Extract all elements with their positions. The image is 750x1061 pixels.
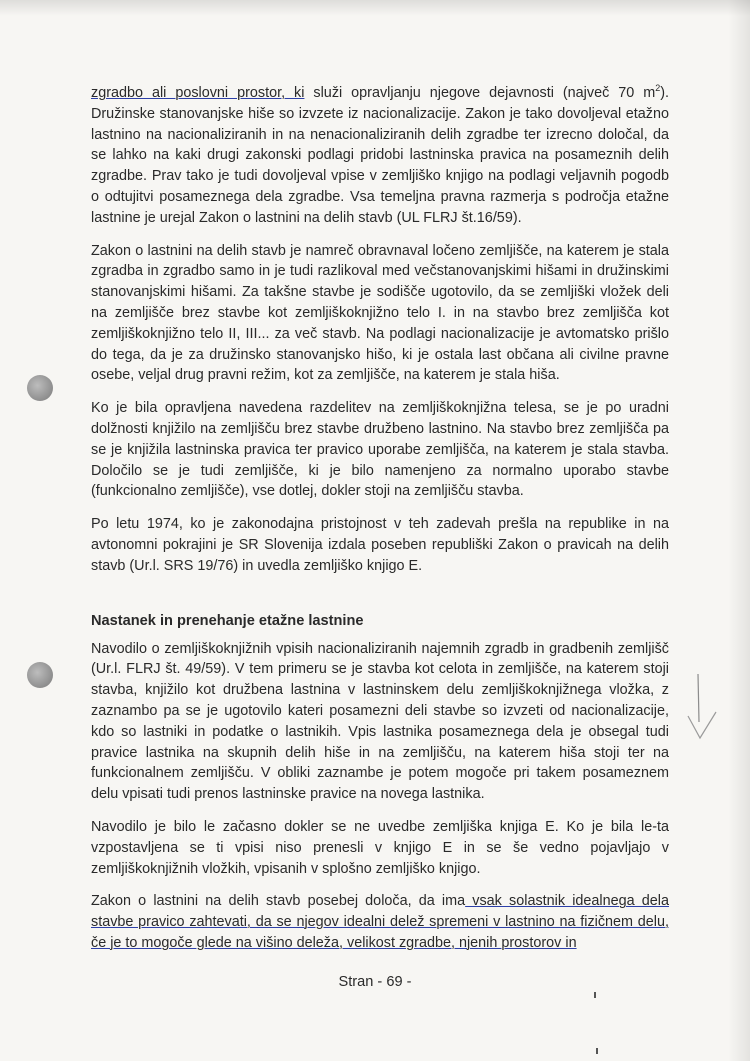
- scan-top-shadow: [0, 0, 750, 16]
- section-gap: [91, 589, 669, 611]
- scan-edge-shadow: [728, 0, 750, 1061]
- scan-mark: [596, 1048, 598, 1054]
- paragraph-3: Ko je bila opravljena navedena razdelitev na zemljiškoknjižna telesa, se je po uradni dolžnosti knjižilo na zemljišču brez stavbe družbeno lastnino. Na stavbo brez zemljišča pa se je knjižila lastninska pravica ter pravico uporabe zemljišča, na katerem je stala stavba. Določilo se je tudi zemljišče, ki je bilo namenjeno za normalno uporabo stavbe (funkcionalno zemljišče), vse dotlej, dokler stoji na zemljišču stavba.: [91, 400, 669, 500]
- underlined-passage: vsak solastnik idealnega dela stavbe pravico zahtevati, da se njegov idealni delež spremeni v lastnino na fizičnem delu, če je to mogoče glede na višino deleža, velikost zgradbe, njenih prostorov in: [91, 893, 669, 951]
- paragraph-1: zgradbo ali poslovni prostor, ki služi opravljanju njegove dejavnosti (največ 70 $m^2$). Družinske stanovanjske hiše so izvzete iz nacionalizacije. Zakon je tako dovoljeval etažno lastnino na nacionaliziranih in na nenacionaliziranih delih zgradbe ter izrecno določal, da se lahko na kaki drugi zakonski podlagi pridobi lastninska pravica na posameznih delih zgradbe. Prav tako je tudi dovoljeval vpise v zemljiško knjigo na podlagi veljavnih pogodb o odtujitvi posameznega dela zgradbe. Vsa temeljna pravna razmerja s področja etažne lastnine je urejal Zakon o lastnini na delih stavb (UL FLRJ št.16/59).: [91, 83, 670, 226]
- punch-hole-upper: [27, 375, 53, 401]
- section-heading: Nastanek in prenehanje etažne lastnine: [91, 612, 364, 629]
- paragraph-5: Navodilo o zemljiškoknjižnih vpisih nacionaliziranih najemnih zgradb in gradbenih zemljišč (Ur.l. FLRJ št. 49/59). V tem primeru se je stavba kot celota in zemljišče, na katerem stoji stavba, knjižilo kot družbena lastnina v lastninskem delu zemljiškoknjižnega vložka, z zaznambo pa se je ugotovilo kateri posamezni deli stavbe so izvzeti od nacionalizacije, kdo so lastniki in podatke o lastnikih. Vpis lastnika posameznega dela je obsegal tudi pravice lastnika na skupnih delih hiše in na zemljišču, na katerem hiša stoji ter na funkcionalnem zemljišču. V obliki zaznambe je potem mogoče pri takem posameznem delu vpisati tudi prenos lastninske pravice na novega lastnika.: [91, 640, 669, 803]
- underlined-phrase: zgradbo ali poslovni prostor, ki: [91, 85, 305, 101]
- punch-hole-lower: [27, 662, 53, 688]
- paragraph-4: Po letu 1974, ko je zakonodajna pristojnost v teh zadevah prešla na republike in na avtonomni pokrajini je SR Slovenija izdala poseben republiški Zakon o pravicah na delih stavb (Ur.l. SRS 19/76) in uvedla zemljiško knjigo E.: [91, 516, 669, 574]
- paragraph-2: Zakon o lastnini na delih stavb je namreč obravnaval ločeno zemljišče, na katerem je stala zgradba in zgradbo samo in je tudi razlikoval med večstanovanjskimi hišami in družinskimi stanovanjskimi hišami. Za takšne stavbe je sodišče ugotovilo, da se zemljiški vložek deli na zemljišče brez stavbe kot zemljiškoknjižno telo I. in na stavbo brez zemljišča kot zemljiškoknjižno telo II, III... za več stavb. Na podlagi nacionalizacije je avtomatsko prišlo do tega, da je za družinsko stanovanjsko hišo, ki je ostala last občana ali civilne pravne osebe, veljal drug pravni režim, kot za zemljišče, na katerem je stala hiša.: [91, 242, 669, 384]
- document-body: [91, 83, 669, 966]
- scan-mark: [594, 992, 596, 998]
- superscript: 2: [655, 83, 661, 94]
- page-number: Stran - 69 -: [338, 974, 412, 990]
- paragraph-7: Zakon o lastnini na delih stavb posebej določa, da ima vsak solastnik idealnega dela stavbe pravico zahtevati, da se njegov idealni delež spremeni v lastnino na fizičnem delu, če je to mogoče glede na višino deleža, velikost zgradbe, njenih prostorov in: [91, 893, 669, 951]
- margin-pen-mark: [686, 672, 722, 746]
- paragraph-6: Navodilo je bilo le začasno dokler se ne uvedbe zemljiška knjiga E. Ko je bila le-ta vzpostavljena se ti vpisi niso prenesli v knjigo E in se še vedno pojavljajo v zemljiškoknjižnih vložkih, vpisanih v splošno zemljiško knjigo.: [91, 818, 669, 877]
